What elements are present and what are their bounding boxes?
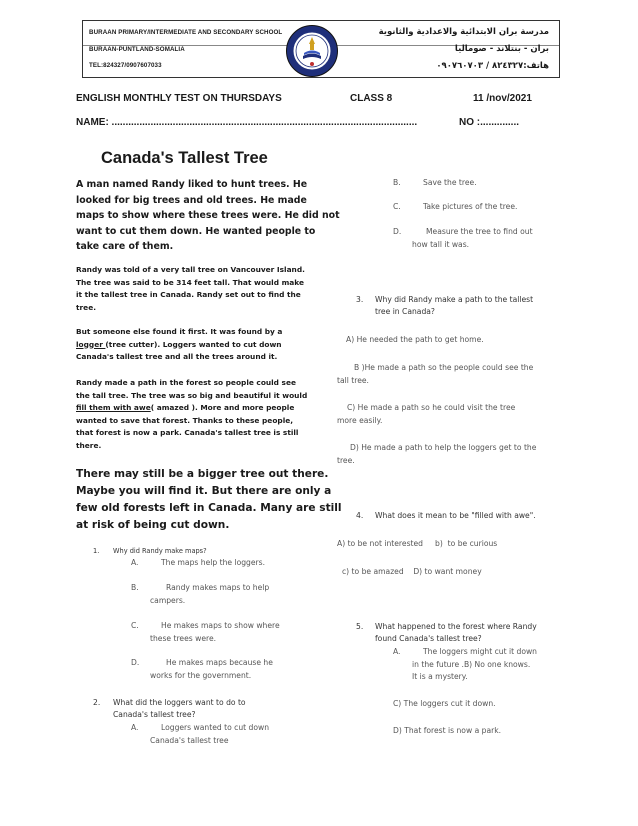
- passage-paragraph-1: A man named Randy liked to hunt trees. He looked for big trees and old trees. He made maps to show where these trees were. He did not want to cut them down. He wanted people to take care of them.: [76, 179, 340, 252]
- q2-option-b[interactable]: B. Save the tree.: [393, 178, 477, 187]
- q1-text: Why did Randy make maps?: [113, 547, 207, 555]
- q4-number: 4.: [356, 511, 364, 520]
- logger-term: logger: [76, 339, 106, 349]
- school-phone-en: TEL:824327/0907607033: [89, 62, 162, 69]
- q3-option-a[interactable]: A) He needed the path to get home.: [346, 335, 484, 344]
- passage-paragraph-3: But someone else found it first. It was found by a logger (tree cutter). Loggers wanted to cut down Canada's tallest tree and all the trees around it.: [76, 327, 283, 361]
- q3-option-c[interactable]: C) He made a path so he could visit the tree more easily.: [337, 403, 516, 425]
- awe-term: fill them with awe: [76, 403, 151, 412]
- q2-option-c[interactable]: C. Take pictures of the tree.: [393, 202, 518, 211]
- q1-option-b[interactable]: B. Randy makes maps to help campers.: [131, 583, 270, 605]
- q3-number: 3.: [356, 295, 364, 304]
- q1-option-c[interactable]: C. He makes maps to show where these trees were.: [131, 621, 280, 643]
- q1-option-a[interactable]: A. The maps help the loggers.: [131, 558, 266, 567]
- q2-option-a[interactable]: A. Loggers wanted to cut down Canada's tallest tree: [131, 723, 270, 745]
- q5-number: 5.: [356, 622, 364, 631]
- school-header: [82, 20, 560, 78]
- q2-option-d[interactable]: D. Measure the tree to find out how tall it was.: [393, 227, 533, 249]
- passage-paragraph-4: Randy made a path in the forest so people could see the tall tree. The tree was so big and beautiful it would fill them with awe( amazed ). More and more people wanted to save that forest. Thanks to these people, that forest is now a park. Canada's tallest tree is still there.: [76, 378, 308, 450]
- passage-title: Canada's Tallest Tree: [101, 149, 268, 167]
- name-field[interactable]: NAME: ..............................................................................................................: [76, 117, 418, 128]
- q3-option-d[interactable]: D) He made a path to help the loggers get to the tree.: [337, 443, 537, 465]
- school-location-en: BURAAN-PUNTLAND-SOMALIA: [89, 46, 185, 53]
- q1-option-d[interactable]: D. He makes maps because he works for the government.: [131, 658, 273, 680]
- school-name-en: BURAAN PRIMARY/INTERMEDIATE AND SECONDARY SCHOOL: [89, 29, 283, 36]
- class-label: CLASS 8: [350, 93, 393, 104]
- q5-text: What happened to the forest where Randy found Canada's tallest tree?: [375, 622, 537, 643]
- school-name-ar: مدرسة بران الابتدائية والاعدادية والثانوية: [378, 27, 549, 37]
- number-field[interactable]: NO :..............: [459, 117, 520, 128]
- q2-text: What did the loggers want to do to Canada's tallest tree?: [113, 698, 246, 719]
- q4-options-a-b[interactable]: A) to be not interested b) to be curious: [337, 539, 498, 548]
- school-phone-ar: هاتف:٨٢٤٣٢٧ / ٠٩٠٧٦٠٧٠٣: [436, 61, 549, 71]
- q5-option-a-b[interactable]: A. The loggers might cut it down in the future .B) No one knows. It is a mystery.: [393, 647, 537, 681]
- passage-paragraph-2: Randy was told of a very tall tree on Vancouver Island. The tree was said to be 314 feet tall. That would make it the tallest tree in Canada. Randy set out to find the tree.: [76, 265, 305, 312]
- school-location-ar: بران - بنتلاند - صوماليا: [454, 44, 549, 54]
- passage-paragraph-5: There may still be a bigger tree out there. Maybe you will find it. But there are only a few old forests left in Canada. Many are still at risk of being cut down.: [76, 468, 342, 531]
- q5-option-d[interactable]: D) That forest is now a park.: [393, 726, 502, 735]
- q3-text: Why did Randy make a path to the tallest tree in Canada?: [375, 295, 534, 316]
- test-date: 11 /nov/2021: [473, 93, 532, 104]
- q4-text: What does it mean to be "filled with awe".: [375, 511, 536, 520]
- q5-option-c[interactable]: C) The loggers cut it down.: [393, 699, 496, 708]
- q2-number: 2.: [93, 698, 101, 707]
- q4-options-c-d[interactable]: c) to be amazed D) to want money: [342, 567, 482, 576]
- test-title: ENGLISH MONTHLY TEST ON THURSDAYS: [76, 93, 282, 104]
- school-logo-icon: [285, 24, 339, 78]
- q1-number: 1.: [93, 547, 100, 555]
- q3-option-b[interactable]: B )He made a path so the people could see the tall tree.: [337, 363, 534, 385]
